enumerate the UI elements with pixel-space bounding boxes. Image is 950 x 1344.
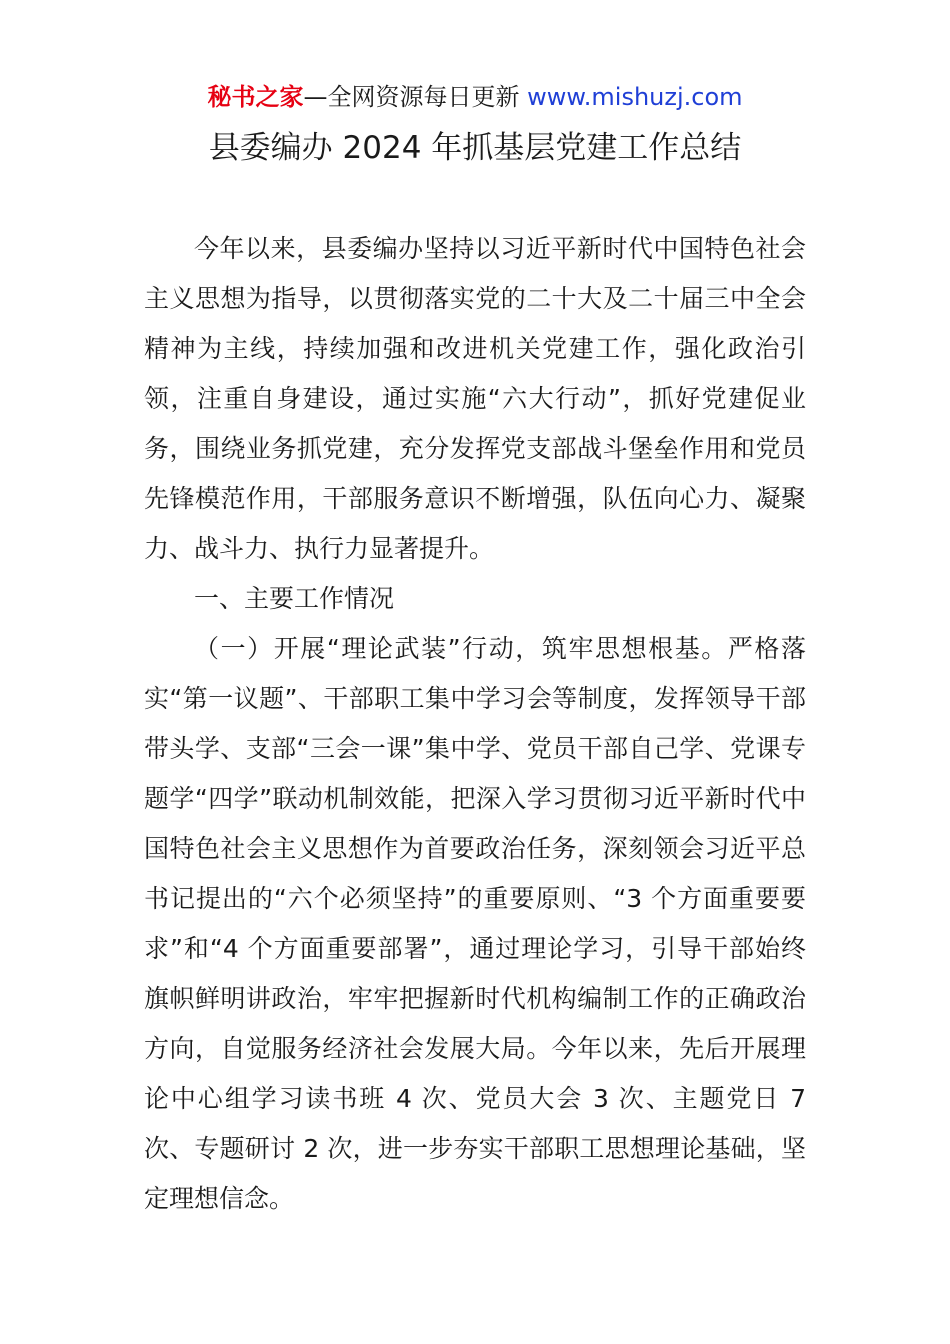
section-paragraph: （一）开展“理论武装”行动，筑牢思想根基。严格落实“第一议题”、干部职工集中学习会等制度，发挥领导干部带头学、支部“三会一课”集中学、党员干部自己学、党课专题学“四学”联动机制效能，把深入学习贯彻习近平新时代中国特色社会主义思想作为首要政治任务，深刻领会习近平总书记提出的“六个必须坚持”的重要原则、“3 个方面重要要求”和“4 个方面重要部署”，通过理论学习，引导干部始终旗帜鲜明讲政治，牢牢把握新时代机构编制工作的正确政治方向，自觉服务经济社会发展大局。今年以来，先后开展理论中心组学习读书班 4 次、党员大会 3 次、主题党日 7 次、专题研讨 2 次，进一步夯实干部职工思想理论基础，坚定理想信念。 (144, 634, 806, 1213)
document-title: 县委编办 2024 年抓基层党建工作总结 (208, 130, 742, 166)
section-heading: 一、主要工作情况 (194, 584, 395, 613)
site-tagline: —全网资源每日更新 (303, 83, 528, 111)
site-url-link[interactable]: www.mishuzj.com (527, 83, 743, 111)
site-header (0, 80, 950, 114)
intro-paragraph: 今年以来，县委编办坚持以习近平新时代中国特色社会主义思想为指导，以贯彻落实党的二十大及二十届三中全会精神为主线，持续加强和改进机关党建工作，强化政治引领，注重自身建设，通过实施“六大行动”，抓好党建促业务，围绕业务抓党建，充分发挥党支部战斗堡垒作用和党员先锋模范作用，干部服务意识不断增强，队伍向心力、凝聚力、战斗力、执行力显著提升。 (144, 234, 806, 563)
site-brand: 秘书之家 (207, 83, 304, 111)
document-body (144, 224, 806, 1224)
